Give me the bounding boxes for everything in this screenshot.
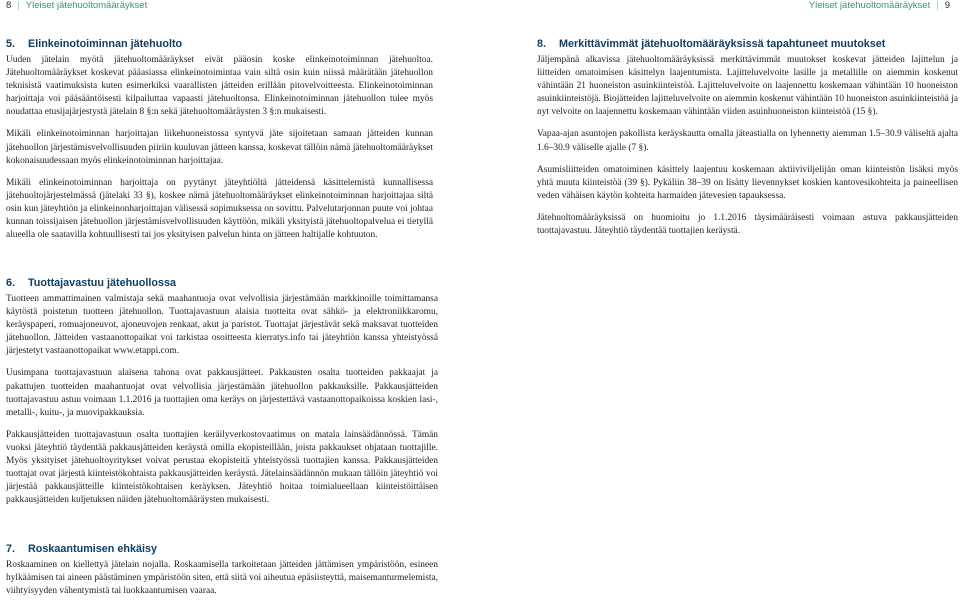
section-8-paragraph-2: Vapaa-ajan asuntojen pakollista keräyskautta omalla jäteastialla on lyhennetty aiemman 1.5–30.9 väliseltä ajalta 1.6–30.9 väliselle ajalle (7 §). xyxy=(537,129,958,153)
section-8-paragraph-3: Asumisliitteiden omatoiminen käsittely laajentuu koskemaan aktiiviviljelijän oman kiinteistön lisäksi myös yhtä muuta kiinteistöä (39 §). Pykäliin 38–39 on lisätty lievennykset koskien kantovesikohteita ja paineellisen veden vähäisen käytön kohteita harmaiden jätevesien tapauksessa. xyxy=(537,164,958,201)
section-7-heading xyxy=(6,543,438,556)
section-8-title: Merkittävimmät jätehuoltomääräyksissä tapahtuneet muutokset xyxy=(559,38,886,50)
section-6-title: Tuottajavastuu jätehuollossa xyxy=(28,277,176,289)
section-7-title: Roskaantumisen ehkäisy xyxy=(28,543,158,555)
section-5-paragraph-1: Uuden jätelain myötä jätehuoltomääräykset eivät pääosin koske elinkeinotoiminnan jätehuoltoa. Jätehuoltomääräykset koskevat pääasiassa elinkeinotoimintaa vain siltä osin kuin niissä määrätään jätehuollon teknisistä vaatimuksista kuten esimerkiksi vaarallisten jätteiden erillään pitovelvoitteesta. Elinkeinotoiminnan harjoittaja voi pääsääntöisesti kilpailuttaa vapaasti jätehuoltonsa. Elinkeinotoiminnan jätehuollon tulee myös noudattaa etusijajärjestystä jätelain 8 §:n sekä jätehuoltomääräysten 3 §:n mukaisesti. xyxy=(6,55,433,118)
section-7 xyxy=(6,543,438,607)
section-5-title: Elinkeinotoiminnan jätehuolto xyxy=(28,38,183,50)
section-7-number: 7. xyxy=(6,543,16,555)
section-6-paragraph-3: Pakkausjätteiden tuottajavastuun osalta tuottajien keräilyverkostovaatimus on matala lainsäädännössä. Tämän vuoksi jäteyhtiö täydentää pakkausjätteiden keräystä omilla ekopisteillään, joista pakkaukset ohjataan tuottajille. Myös yksityiset jätehuoltoyritykset voivat perustaa ekopisteitä yhteistyössä tuottajien kanssa. Pakkausjätteiden tuottajat ovat järjestä kiinteistökohtaista pakkausjätteiden keräystä. Jätelainsäädännön mukaan tällöin jäteyhtiö voi järjestää pakkausjätteille kiinteistökohtaisen keräyksen. Jäteyhtiö hoitaa toimialueellaan kiinteistöittäisen pakkausjätteiden kuljetuksen näiden jätehuoltomääräysten mukaisesti. xyxy=(6,429,438,506)
right-running-title: Yleiset jätehuoltomääräykset xyxy=(808,0,931,11)
section-8-paragraph-4: Jätehuoltomääräyksissä on huomioitu jo 1.1.2016 täysimääräisesti voimaan astuva pakkausjätteiden tuottajavastuu. Jäteyhtiö täydentää tuottajien keräystä. xyxy=(537,212,958,237)
section-5-paragraph-2: Mikäli elinkeinotoiminnan harjoittajan liikehuoneistossa syntyvä jäte sijoitetaan samaan jätteiden kunnan jätehuollon järjestämisvelvollisuuden piiriin kuuluvan jätteen kanssa, koskevat tällöin nämä jätehuoltomääräykset kokonaisuudessaan myös elinkeinotoiminnan harjoittajaa. xyxy=(6,129,433,166)
section-8-number: 8. xyxy=(537,38,547,50)
section-5-paragraph-3: Mikäli elinkeinotoiminnan harjoittaja on pyytänyt jäteyhtiöltä jätteidensä käsittelemistä kunnallisessa jätehuoltojärjestelmässä (jätelaki 33 §), koskee nämä jätehuoltomääräykset elinkeinotoiminnan harjoittajaa siltä osin kun jäteyhtiön ja elinkeinonharjoittajan välisessä sopimuksessa on sovittu. Palvelutarjonnan puute voi johtaa kunnan toissijaisen jätehuollon järjestämisvelvollisuuden käyttöön, mikäli yksityistä jätehuoltopalvelua ei tietyllä alueella ole saatavilla kohtuullisesti tai jos yksityisen palvelun hinta on jätteen haltijalle kohtuuton. xyxy=(6,177,433,241)
section-6-heading xyxy=(6,277,438,290)
section-6-paragraph-2: Uusimpana tuottajavastuun alaisena tahona ovat pakkausjätteet. Pakkausten osalta tuotteiden pakkaajat ja pakattujen tuotteiden maahantuojat ovat velvollisia järjestämään jätehuollon pakkauksille. Pakkausjätteiden tuottajavastuu astuu voimaan 1.1.2016 ja tuottajien oma keräys on järjestettävä vastaanottopaikoissa koskien lasi-, metalli-, kuitu-, ja muovipakkauksia. xyxy=(6,368,438,418)
section-8-heading xyxy=(537,38,958,51)
section-8 xyxy=(537,38,958,247)
section-6 xyxy=(6,277,438,516)
section-5-number: 5. xyxy=(6,38,16,50)
section-6-number: 6. xyxy=(6,277,16,289)
section-5 xyxy=(6,38,433,251)
left-running-title: Yleiset jätehuoltomääräykset xyxy=(25,0,148,11)
section-7-paragraph-1: Roskaaminen on kiellettyä jätelain nojalla. Roskaamisella tarkoitetaan jätteiden jättämisen ympäristöön, esineen hylkäämisen tai aineen päästäminen ympäristöön siten, että siitä voi aiheutua epäsiisteyttä, maisemanturmelemista, viihtyisyyden vähentymistä tai luokkaantumisen vaaraa. xyxy=(6,560,438,597)
header-right: Yleiset jätehuoltomääräykset | 9 xyxy=(808,0,950,11)
section-8-paragraph-1: Jäljempänä alkavissa jätehuoltomääräyksissä merkittävimmät muutokset koskevat jätteiden lajittelun ja liitteiden omatoimisen käsittelyn laajentumista. Lajitteluvelvoite lasille ja metallille on aiemmin koskenut vähintään 21 huoneiston asuinkiinteistöä. Lajitteluvelvoite on laajennettu koskemaan vähintään 10 huoneiston asuinkiinteistöjä. Biojätteiden lajitteluvelvoite on aiemmin koskenut vähintään 10 huoneiston asuinkiinteistöä ja nyt velvoite on laajennettu koskemaan vähintään viiden asuinhuoneiston kiinteistöä (15 §). xyxy=(537,55,958,118)
section-6-paragraph-1: Tuotteen ammattimainen valmistaja sekä maahantuoja ovat velvollisia järjestämään markkinoille toimittamansa käytöstä poistetun tuotteen jätehuollon. Tuottajavastuun alaisia tuotteita ovat sähkö- ja elektroniikkaromu, keräyspaperi, romuajoneuvot, ajoneuvojen renkaat, akut ja paristot. Tuottajat järjestävät sekä maksavat tuotteiden jätehuollon. Jätteiden vastaanottopaikat voi tarkistaa osoitteesta kierratys.info tai jäteyhtiön kanssa yhteistyössä järjestetyt vastaanottopaikat www.etappi.com. xyxy=(6,294,438,357)
header-left: 8 | Yleiset jätehuoltomääräykset xyxy=(6,0,148,11)
section-5-heading xyxy=(6,38,433,51)
right-page-number: 9 xyxy=(944,0,950,11)
left-page-number: 8 xyxy=(6,0,12,11)
